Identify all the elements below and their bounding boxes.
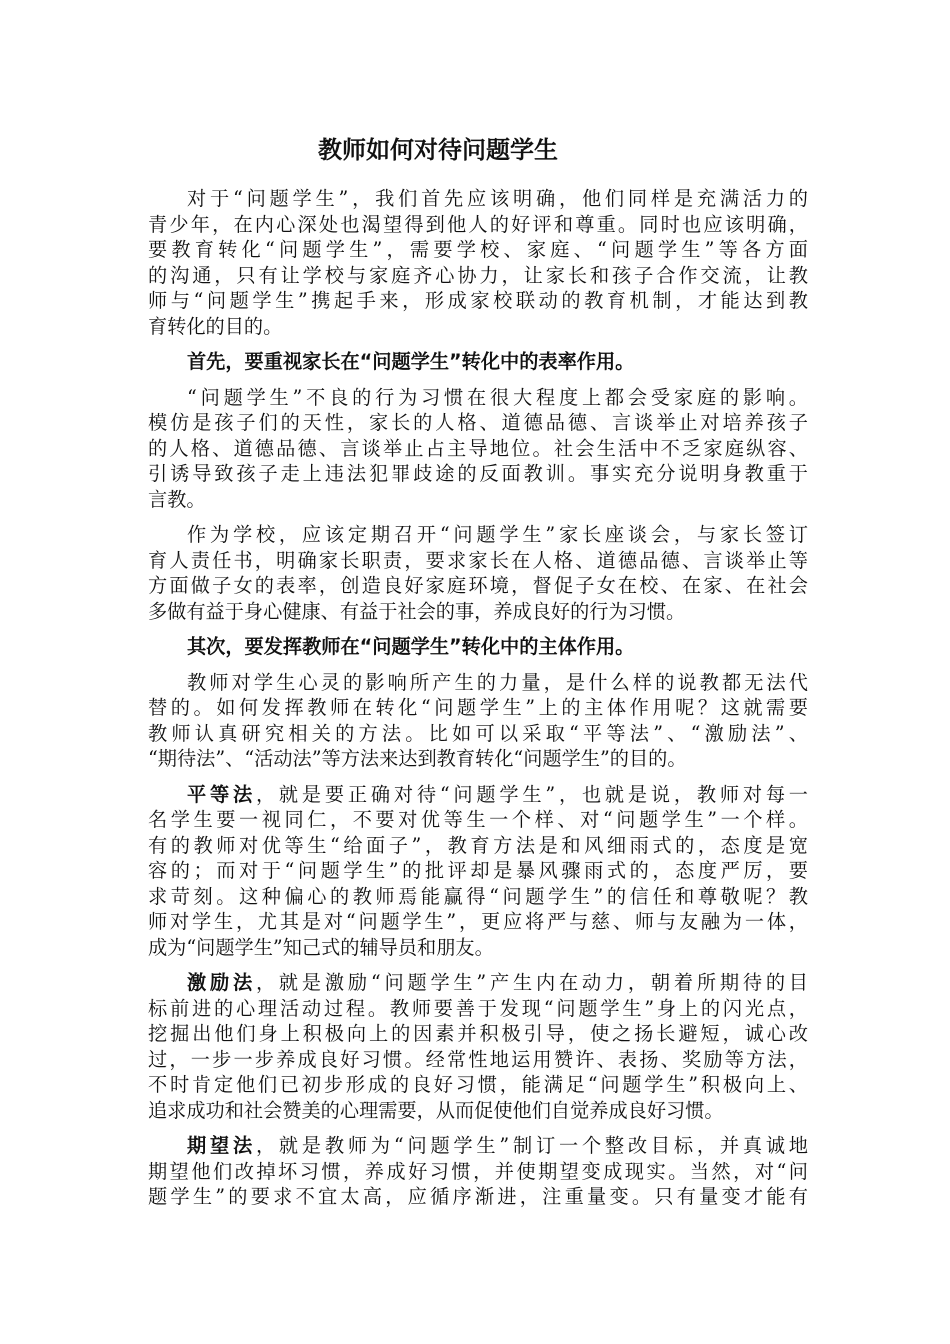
text-line: 育转化的目的。 [148, 314, 283, 338]
text-line: 方面做子女的表率，创造良好家庭环境，督促子女在校、在家、在社会 [148, 574, 808, 597]
paragraph-intro [148, 186, 808, 339]
text-line: 有的教师对优等生“给面子”，教育方法是和风细雨式的，态度是宽 [148, 833, 808, 857]
text-line: 容的；而对于“问题学生”的批评却是暴风骤雨式的，态度严厉，要 [148, 859, 808, 882]
text-line: 要教育转化“问题学生”，需要学校、家庭、“问题学生”等各方面 [148, 238, 808, 261]
text-line: 名学生要一视同仁，不要对优等生一个样、对“问题学生”一个样。 [148, 808, 808, 831]
text-line: 不时肯定他们已初步形成的良好习惯，能满足“问题学生”积极向上、 [148, 1073, 808, 1096]
paragraph-family-influence [148, 385, 808, 513]
text-line: 多做有益于身心健康、有益于社会的事，养成良好的行为习惯。 [148, 599, 686, 623]
method-keyword: 激励法 [187, 971, 256, 994]
text-line: 期望他们改掉坏习惯，养成好习惯，并使期望变成现实。当然，对“问 [148, 1159, 808, 1183]
text-line: 挖掘出他们身上积极向上的因素并积极引导，使之扬长避短，诚心改 [148, 1022, 808, 1045]
text-line: 的沟通，只有让学校与家庭齐心协力，让家长和孩子合作交流，让教 [148, 263, 808, 287]
text-line: 模仿是孩子们的天性，家长的人格、道德品德、言谈举止对培养孩子 [148, 411, 808, 434]
text-line: “期待法”、“活动法”等方法来达到教育转化“问题学生”的目的。 [148, 747, 687, 770]
text-line: 题学生”的要求不宜太高，应循序渐进，注重量变。只有量变才能有 [148, 1185, 808, 1208]
text-line: 引诱导致孩子走上违法犯罪歧途的反面教训。事实充分说明身教重于 [148, 462, 808, 485]
paragraph-encouragement-method [148, 970, 808, 1123]
document-body [148, 186, 808, 1210]
text-line: 师与“问题学生”携起手来，形成家校联动的教育机制，才能达到教 [148, 289, 808, 312]
section-heading-parents: 首先，要重视家长在“问题学生”转化中的表率作用。 [187, 350, 635, 373]
paragraph-school-role [148, 522, 808, 624]
method-keyword: 期望法 [187, 1134, 256, 1157]
text-line: 过，一步一步养成良好习惯。经常性地运用赞许、表扬、奖励等方法， [148, 1047, 808, 1071]
text-line: 期望法，就是教师为“问题学生”制订一个整改目标，并真诚地 [187, 1134, 808, 1157]
paragraph-expectation-method [148, 1133, 808, 1210]
text-line: 师对学生，尤其是对“问题学生”，更应将严与慈、师与友融为一体， [148, 910, 808, 933]
text-line: 求苛刻。这种偏心的教师焉能赢得“问题学生”的信任和尊敬呢？教 [148, 884, 808, 908]
text-line: 育人责任书，明确家长职责，要求家长在人格、道德品德、言谈举止等 [148, 548, 808, 572]
text-line: “问题学生”不良的行为习惯在很大程度上都会受家庭的影响。 [187, 385, 808, 409]
text-line: 的人格、道德品德、言谈举止占主导地位。社会生活中不乏家庭纵容、 [148, 436, 808, 460]
text-line: 教师认真研究相关的方法。比如可以采取“平等法”、“激励法”、 [148, 721, 808, 745]
paragraph-teacher-influence [148, 670, 808, 772]
text-line: 作为学校，应该定期召开“问题学生”家长座谈会，与家长签订 [187, 523, 808, 546]
text-line: 教师对学生心灵的影响所产生的力量，是什么样的说教都无法代 [187, 670, 808, 694]
text-line: 平等法，就是要正确对待“问题学生”，也就是说，教师对每一 [187, 782, 808, 806]
text-line: 对于“问题学生”，我们首先应该明确，他们同样是充满活力的 [187, 187, 808, 210]
text-line: 追求成功和社会赞美的心理需要，从而促使他们自觉养成良好习惯。 [148, 1098, 724, 1122]
text-line: 成为“问题学生”知己式的辅导员和朋友。 [148, 935, 494, 959]
method-keyword: 平等法 [187, 782, 256, 806]
paragraph-equality-method [148, 782, 808, 961]
document-title: 教师如何对待问题学生 [318, 133, 584, 167]
text-line: 青少年，在内心深处也渴望得到他人的好评和尊重。同时也应该明确， [148, 212, 808, 236]
text-line: 替的。如何发挥教师在转化“问题学生”上的主体作用呢？这就需要 [148, 696, 808, 719]
section-heading-teachers: 其次，要发挥教师在“问题学生”转化中的主体作用。 [187, 635, 635, 658]
text-line: 标前进的心理活动过程。教师要善于发现“问题学生”身上的闪光点， [148, 996, 808, 1020]
text-line: 激励法，就是激励“问题学生”产生内在动力，朝着所期待的目 [187, 971, 808, 994]
text-line: 言教。 [148, 487, 206, 511]
